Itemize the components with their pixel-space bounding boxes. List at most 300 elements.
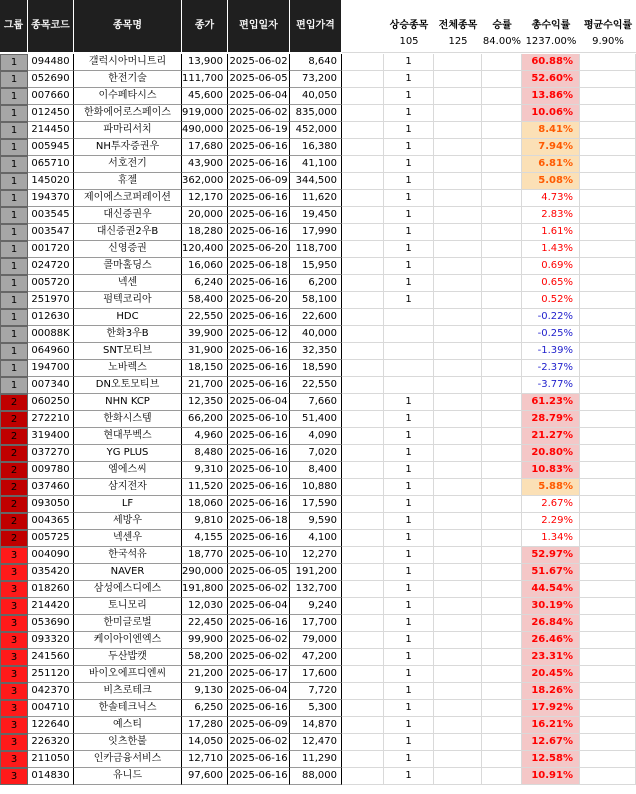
price-cell[interactable]: 6,240 bbox=[182, 275, 228, 292]
blank-cell[interactable] bbox=[580, 751, 636, 768]
code-cell[interactable]: 004365 bbox=[28, 513, 74, 530]
code-cell[interactable]: 122640 bbox=[28, 717, 74, 734]
group-cell[interactable]: 3 bbox=[0, 581, 28, 598]
price-cell[interactable]: 58,200 bbox=[182, 649, 228, 666]
blank-cell[interactable] bbox=[580, 190, 636, 207]
blank-cell[interactable] bbox=[482, 581, 522, 598]
group-cell[interactable]: 1 bbox=[0, 54, 28, 71]
buy-price-cell[interactable]: 41,100 bbox=[290, 156, 342, 173]
blank-cell[interactable] bbox=[482, 377, 522, 394]
code-cell[interactable]: 060250 bbox=[28, 394, 74, 411]
code-cell[interactable]: 211050 bbox=[28, 751, 74, 768]
blank-cell[interactable] bbox=[342, 258, 384, 275]
date-cell[interactable]: 2025-06-02 bbox=[228, 649, 290, 666]
name-cell[interactable]: 휴젤 bbox=[74, 173, 182, 190]
rising-cell[interactable]: 1 bbox=[384, 513, 434, 530]
buy-price-cell[interactable]: 8,640 bbox=[290, 54, 342, 71]
buy-price-cell[interactable]: 79,000 bbox=[290, 632, 342, 649]
price-cell[interactable]: 6,250 bbox=[182, 700, 228, 717]
price-cell[interactable]: 97,600 bbox=[182, 768, 228, 785]
name-cell[interactable]: 대신증권우 bbox=[74, 207, 182, 224]
rising-cell[interactable]: 1 bbox=[384, 428, 434, 445]
date-cell[interactable]: 2025-06-04 bbox=[228, 394, 290, 411]
date-cell[interactable]: 2025-06-10 bbox=[228, 547, 290, 564]
blank-cell[interactable] bbox=[342, 717, 384, 734]
blank-cell[interactable] bbox=[342, 768, 384, 785]
group-cell[interactable]: 3 bbox=[0, 666, 28, 683]
blank-cell[interactable] bbox=[482, 632, 522, 649]
rising-cell[interactable] bbox=[384, 377, 434, 394]
blank-cell[interactable] bbox=[434, 71, 482, 88]
price-cell[interactable]: 45,600 bbox=[182, 88, 228, 105]
return-cell[interactable]: 16.21% bbox=[522, 717, 580, 734]
date-cell[interactable]: 2025-06-19 bbox=[228, 122, 290, 139]
buy-price-cell[interactable]: 132,700 bbox=[290, 581, 342, 598]
group-cell[interactable]: 1 bbox=[0, 207, 28, 224]
blank-cell[interactable] bbox=[482, 275, 522, 292]
name-cell[interactable]: 한국석유 bbox=[74, 547, 182, 564]
code-cell[interactable]: 319400 bbox=[28, 428, 74, 445]
blank-cell[interactable] bbox=[434, 411, 482, 428]
code-cell[interactable]: 251120 bbox=[28, 666, 74, 683]
blank-cell[interactable] bbox=[580, 258, 636, 275]
rising-cell[interactable] bbox=[384, 326, 434, 343]
code-cell[interactable]: 194370 bbox=[28, 190, 74, 207]
group-cell[interactable]: 2 bbox=[0, 411, 28, 428]
return-cell[interactable]: 52.60% bbox=[522, 71, 580, 88]
buy-price-cell[interactable]: 17,990 bbox=[290, 224, 342, 241]
return-cell[interactable]: 0.52% bbox=[522, 292, 580, 309]
date-cell[interactable]: 2025-06-09 bbox=[228, 717, 290, 734]
price-cell[interactable]: 919,000 bbox=[182, 105, 228, 122]
blank-cell[interactable] bbox=[342, 54, 384, 71]
price-cell[interactable]: 20,000 bbox=[182, 207, 228, 224]
blank-cell[interactable] bbox=[434, 275, 482, 292]
code-cell[interactable]: 064960 bbox=[28, 343, 74, 360]
code-cell[interactable]: 00088K bbox=[28, 326, 74, 343]
blank-cell[interactable] bbox=[482, 717, 522, 734]
buy-price-cell[interactable]: 22,600 bbox=[290, 309, 342, 326]
group-cell[interactable]: 1 bbox=[0, 292, 28, 309]
blank-cell[interactable] bbox=[580, 496, 636, 513]
blank-cell[interactable] bbox=[482, 513, 522, 530]
blank-cell[interactable] bbox=[482, 224, 522, 241]
blank-cell[interactable] bbox=[342, 377, 384, 394]
blank-cell[interactable] bbox=[482, 190, 522, 207]
group-cell[interactable]: 1 bbox=[0, 360, 28, 377]
price-cell[interactable]: 13,900 bbox=[182, 54, 228, 71]
name-cell[interactable]: NAVER bbox=[74, 564, 182, 581]
header-date[interactable]: 편입일자 bbox=[228, 0, 290, 52]
price-cell[interactable]: 4,155 bbox=[182, 530, 228, 547]
blank-cell[interactable] bbox=[342, 190, 384, 207]
blank-cell[interactable] bbox=[580, 581, 636, 598]
blank-cell[interactable] bbox=[342, 513, 384, 530]
price-cell[interactable]: 16,060 bbox=[182, 258, 228, 275]
name-cell[interactable]: 삼지전자 bbox=[74, 479, 182, 496]
header-buy-price[interactable]: 편입가격 bbox=[290, 0, 342, 52]
blank-cell[interactable] bbox=[434, 632, 482, 649]
buy-price-cell[interactable]: 344,500 bbox=[290, 173, 342, 190]
name-cell[interactable]: 예스티 bbox=[74, 717, 182, 734]
name-cell[interactable]: 이수페타시스 bbox=[74, 88, 182, 105]
group-cell[interactable]: 2 bbox=[0, 530, 28, 547]
blank-cell[interactable] bbox=[580, 309, 636, 326]
date-cell[interactable]: 2025-06-16 bbox=[228, 496, 290, 513]
return-cell[interactable]: -0.22% bbox=[522, 309, 580, 326]
return-cell[interactable]: 20.45% bbox=[522, 666, 580, 683]
blank-cell[interactable] bbox=[482, 326, 522, 343]
rising-cell[interactable]: 1 bbox=[384, 683, 434, 700]
group-cell[interactable]: 2 bbox=[0, 394, 28, 411]
blank-cell[interactable] bbox=[580, 683, 636, 700]
group-cell[interactable]: 3 bbox=[0, 564, 28, 581]
code-cell[interactable]: 012630 bbox=[28, 309, 74, 326]
header-price[interactable]: 종가 bbox=[182, 0, 228, 52]
blank-cell[interactable] bbox=[482, 751, 522, 768]
buy-price-cell[interactable]: 7,020 bbox=[290, 445, 342, 462]
rising-cell[interactable]: 1 bbox=[384, 700, 434, 717]
price-cell[interactable]: 9,310 bbox=[182, 462, 228, 479]
date-cell[interactable]: 2025-06-16 bbox=[228, 309, 290, 326]
blank-cell[interactable] bbox=[580, 207, 636, 224]
buy-price-cell[interactable]: 15,950 bbox=[290, 258, 342, 275]
date-cell[interactable]: 2025-06-16 bbox=[228, 190, 290, 207]
blank-cell[interactable] bbox=[342, 564, 384, 581]
blank-cell[interactable] bbox=[342, 122, 384, 139]
blank-cell[interactable] bbox=[580, 241, 636, 258]
name-cell[interactable]: 콜마홀딩스 bbox=[74, 258, 182, 275]
date-cell[interactable]: 2025-06-16 bbox=[228, 700, 290, 717]
blank-cell[interactable] bbox=[580, 343, 636, 360]
name-cell[interactable]: 잇츠한불 bbox=[74, 734, 182, 751]
blank-cell[interactable] bbox=[342, 581, 384, 598]
price-cell[interactable]: 21,200 bbox=[182, 666, 228, 683]
rising-cell[interactable]: 1 bbox=[384, 394, 434, 411]
return-cell[interactable]: -0.25% bbox=[522, 326, 580, 343]
code-cell[interactable]: 214420 bbox=[28, 598, 74, 615]
code-cell[interactable]: 004090 bbox=[28, 547, 74, 564]
group-cell[interactable]: 1 bbox=[0, 343, 28, 360]
code-cell[interactable]: 065710 bbox=[28, 156, 74, 173]
return-cell[interactable]: 51.67% bbox=[522, 564, 580, 581]
rising-cell[interactable]: 1 bbox=[384, 615, 434, 632]
blank-cell[interactable] bbox=[434, 479, 482, 496]
group-cell[interactable]: 1 bbox=[0, 309, 28, 326]
return-cell[interactable]: 7.94% bbox=[522, 139, 580, 156]
name-cell[interactable]: 토니모리 bbox=[74, 598, 182, 615]
group-cell[interactable]: 1 bbox=[0, 122, 28, 139]
code-cell[interactable]: 053690 bbox=[28, 615, 74, 632]
return-cell[interactable]: 1.43% bbox=[522, 241, 580, 258]
blank-cell[interactable] bbox=[482, 445, 522, 462]
return-cell[interactable]: 2.67% bbox=[522, 496, 580, 513]
date-cell[interactable]: 2025-06-05 bbox=[228, 564, 290, 581]
blank-cell[interactable] bbox=[342, 394, 384, 411]
date-cell[interactable]: 2025-06-02 bbox=[228, 632, 290, 649]
date-cell[interactable]: 2025-06-20 bbox=[228, 292, 290, 309]
code-cell[interactable]: 145020 bbox=[28, 173, 74, 190]
blank-cell[interactable] bbox=[482, 139, 522, 156]
group-cell[interactable]: 1 bbox=[0, 377, 28, 394]
buy-price-cell[interactable]: 4,100 bbox=[290, 530, 342, 547]
date-cell[interactable]: 2025-06-09 bbox=[228, 173, 290, 190]
return-cell[interactable]: 23.31% bbox=[522, 649, 580, 666]
date-cell[interactable]: 2025-06-04 bbox=[228, 88, 290, 105]
name-cell[interactable]: DN오토모티브 bbox=[74, 377, 182, 394]
blank-cell[interactable] bbox=[434, 598, 482, 615]
blank-cell[interactable] bbox=[342, 139, 384, 156]
blank-cell[interactable] bbox=[342, 88, 384, 105]
blank-cell[interactable] bbox=[342, 173, 384, 190]
blank-cell[interactable] bbox=[434, 122, 482, 139]
blank-cell[interactable] bbox=[580, 649, 636, 666]
buy-price-cell[interactable]: 58,100 bbox=[290, 292, 342, 309]
blank-cell[interactable] bbox=[482, 479, 522, 496]
blank-cell[interactable] bbox=[482, 394, 522, 411]
return-cell[interactable]: 30.19% bbox=[522, 598, 580, 615]
buy-price-cell[interactable]: 7,720 bbox=[290, 683, 342, 700]
blank-cell[interactable] bbox=[342, 496, 384, 513]
price-cell[interactable]: 31,900 bbox=[182, 343, 228, 360]
name-cell[interactable]: 인카금융서비스 bbox=[74, 751, 182, 768]
blank-cell[interactable] bbox=[580, 598, 636, 615]
blank-cell[interactable] bbox=[434, 156, 482, 173]
blank-cell[interactable] bbox=[342, 343, 384, 360]
blank-cell[interactable] bbox=[434, 394, 482, 411]
group-cell[interactable]: 2 bbox=[0, 462, 28, 479]
buy-price-cell[interactable]: 16,380 bbox=[290, 139, 342, 156]
rising-cell[interactable]: 1 bbox=[384, 156, 434, 173]
buy-price-cell[interactable]: 9,240 bbox=[290, 598, 342, 615]
date-cell[interactable]: 2025-06-16 bbox=[228, 377, 290, 394]
buy-price-cell[interactable]: 5,300 bbox=[290, 700, 342, 717]
buy-price-cell[interactable]: 73,200 bbox=[290, 71, 342, 88]
blank-cell[interactable] bbox=[482, 54, 522, 71]
price-cell[interactable]: 111,700 bbox=[182, 71, 228, 88]
blank-cell[interactable] bbox=[434, 377, 482, 394]
rising-cell[interactable]: 1 bbox=[384, 258, 434, 275]
blank-cell[interactable] bbox=[580, 156, 636, 173]
group-cell[interactable]: 2 bbox=[0, 445, 28, 462]
date-cell[interactable]: 2025-06-18 bbox=[228, 258, 290, 275]
price-cell[interactable]: 120,400 bbox=[182, 241, 228, 258]
return-cell[interactable]: 2.83% bbox=[522, 207, 580, 224]
code-cell[interactable]: 194700 bbox=[28, 360, 74, 377]
group-cell[interactable]: 3 bbox=[0, 734, 28, 751]
rising-cell[interactable] bbox=[384, 360, 434, 377]
price-cell[interactable]: 22,450 bbox=[182, 615, 228, 632]
code-cell[interactable]: 018260 bbox=[28, 581, 74, 598]
code-cell[interactable]: 035420 bbox=[28, 564, 74, 581]
return-cell[interactable]: 6.81% bbox=[522, 156, 580, 173]
date-cell[interactable]: 2025-06-16 bbox=[228, 156, 290, 173]
code-cell[interactable]: 007660 bbox=[28, 88, 74, 105]
price-cell[interactable]: 191,800 bbox=[182, 581, 228, 598]
price-cell[interactable]: 362,000 bbox=[182, 173, 228, 190]
name-cell[interactable]: HDC bbox=[74, 309, 182, 326]
rising-cell[interactable]: 1 bbox=[384, 105, 434, 122]
date-cell[interactable]: 2025-06-16 bbox=[228, 360, 290, 377]
blank-cell[interactable] bbox=[342, 530, 384, 547]
blank-cell[interactable] bbox=[580, 632, 636, 649]
blank-cell[interactable] bbox=[580, 224, 636, 241]
buy-price-cell[interactable]: 11,290 bbox=[290, 751, 342, 768]
date-cell[interactable]: 2025-06-16 bbox=[228, 445, 290, 462]
blank-cell[interactable] bbox=[580, 462, 636, 479]
buy-price-cell[interactable]: 12,470 bbox=[290, 734, 342, 751]
rising-cell[interactable]: 1 bbox=[384, 734, 434, 751]
blank-cell[interactable] bbox=[580, 717, 636, 734]
blank-cell[interactable] bbox=[482, 428, 522, 445]
code-cell[interactable]: 003545 bbox=[28, 207, 74, 224]
blank-cell[interactable] bbox=[580, 71, 636, 88]
price-cell[interactable]: 18,060 bbox=[182, 496, 228, 513]
return-cell[interactable]: 8.41% bbox=[522, 122, 580, 139]
blank-cell[interactable] bbox=[580, 394, 636, 411]
name-cell[interactable]: 파마리서치 bbox=[74, 122, 182, 139]
group-cell[interactable]: 2 bbox=[0, 513, 28, 530]
blank-cell[interactable] bbox=[482, 564, 522, 581]
name-cell[interactable]: 신영증권 bbox=[74, 241, 182, 258]
return-cell[interactable]: 44.54% bbox=[522, 581, 580, 598]
blank-cell[interactable] bbox=[580, 411, 636, 428]
buy-price-cell[interactable]: 8,400 bbox=[290, 462, 342, 479]
date-cell[interactable]: 2025-06-10 bbox=[228, 411, 290, 428]
code-cell[interactable]: 093320 bbox=[28, 632, 74, 649]
blank-cell[interactable] bbox=[342, 360, 384, 377]
price-cell[interactable]: 17,680 bbox=[182, 139, 228, 156]
price-cell[interactable]: 9,130 bbox=[182, 683, 228, 700]
return-cell[interactable]: 20.80% bbox=[522, 445, 580, 462]
rising-cell[interactable]: 1 bbox=[384, 445, 434, 462]
date-cell[interactable]: 2025-06-02 bbox=[228, 54, 290, 71]
return-cell[interactable]: 0.65% bbox=[522, 275, 580, 292]
price-cell[interactable]: 17,280 bbox=[182, 717, 228, 734]
blank-cell[interactable] bbox=[434, 54, 482, 71]
rising-cell[interactable]: 1 bbox=[384, 241, 434, 258]
blank-cell[interactable] bbox=[580, 105, 636, 122]
blank-cell[interactable] bbox=[580, 88, 636, 105]
buy-price-cell[interactable]: 47,200 bbox=[290, 649, 342, 666]
blank-cell[interactable] bbox=[482, 734, 522, 751]
buy-price-cell[interactable]: 191,200 bbox=[290, 564, 342, 581]
rising-cell[interactable]: 1 bbox=[384, 54, 434, 71]
blank-cell[interactable] bbox=[342, 156, 384, 173]
buy-price-cell[interactable]: 40,000 bbox=[290, 326, 342, 343]
blank-cell[interactable] bbox=[434, 717, 482, 734]
blank-cell[interactable] bbox=[434, 445, 482, 462]
blank-cell[interactable] bbox=[434, 734, 482, 751]
blank-cell[interactable] bbox=[342, 649, 384, 666]
blank-cell[interactable] bbox=[482, 615, 522, 632]
price-cell[interactable]: 12,030 bbox=[182, 598, 228, 615]
date-cell[interactable]: 2025-06-18 bbox=[228, 513, 290, 530]
rising-cell[interactable]: 1 bbox=[384, 190, 434, 207]
group-cell[interactable]: 3 bbox=[0, 683, 28, 700]
price-cell[interactable]: 12,710 bbox=[182, 751, 228, 768]
group-cell[interactable]: 1 bbox=[0, 156, 28, 173]
buy-price-cell[interactable]: 10,880 bbox=[290, 479, 342, 496]
buy-price-cell[interactable]: 18,590 bbox=[290, 360, 342, 377]
buy-price-cell[interactable]: 11,620 bbox=[290, 190, 342, 207]
rising-cell[interactable]: 1 bbox=[384, 139, 434, 156]
blank-cell[interactable] bbox=[342, 105, 384, 122]
date-cell[interactable]: 2025-06-17 bbox=[228, 666, 290, 683]
code-cell[interactable]: 042370 bbox=[28, 683, 74, 700]
blank-cell[interactable] bbox=[434, 88, 482, 105]
date-cell[interactable]: 2025-06-02 bbox=[228, 734, 290, 751]
return-cell[interactable]: 13.86% bbox=[522, 88, 580, 105]
blank-cell[interactable] bbox=[342, 700, 384, 717]
rising-cell[interactable]: 1 bbox=[384, 717, 434, 734]
code-cell[interactable]: 005945 bbox=[28, 139, 74, 156]
rising-cell[interactable]: 1 bbox=[384, 598, 434, 615]
code-cell[interactable]: 037270 bbox=[28, 445, 74, 462]
blank-cell[interactable] bbox=[580, 564, 636, 581]
rising-cell[interactable]: 1 bbox=[384, 666, 434, 683]
group-cell[interactable]: 3 bbox=[0, 751, 28, 768]
group-cell[interactable]: 1 bbox=[0, 88, 28, 105]
blank-cell[interactable] bbox=[434, 326, 482, 343]
group-cell[interactable]: 3 bbox=[0, 598, 28, 615]
rising-cell[interactable]: 1 bbox=[384, 173, 434, 190]
group-cell[interactable]: 1 bbox=[0, 275, 28, 292]
blank-cell[interactable] bbox=[342, 275, 384, 292]
blank-cell[interactable] bbox=[482, 241, 522, 258]
blank-cell[interactable] bbox=[434, 581, 482, 598]
group-cell[interactable]: 1 bbox=[0, 190, 28, 207]
return-cell[interactable]: 10.83% bbox=[522, 462, 580, 479]
date-cell[interactable]: 2025-06-20 bbox=[228, 241, 290, 258]
blank-cell[interactable] bbox=[434, 428, 482, 445]
blank-cell[interactable] bbox=[580, 173, 636, 190]
header-group[interactable]: 그룹 bbox=[0, 0, 28, 52]
buy-price-cell[interactable]: 12,270 bbox=[290, 547, 342, 564]
blank-cell[interactable] bbox=[580, 530, 636, 547]
blank-cell[interactable] bbox=[342, 734, 384, 751]
price-cell[interactable]: 22,550 bbox=[182, 309, 228, 326]
code-cell[interactable]: 009780 bbox=[28, 462, 74, 479]
blank-cell[interactable] bbox=[580, 428, 636, 445]
buy-price-cell[interactable]: 6,200 bbox=[290, 275, 342, 292]
date-cell[interactable]: 2025-06-02 bbox=[228, 581, 290, 598]
blank-cell[interactable] bbox=[482, 207, 522, 224]
blank-cell[interactable] bbox=[434, 768, 482, 785]
blank-cell[interactable] bbox=[434, 649, 482, 666]
price-cell[interactable]: 9,810 bbox=[182, 513, 228, 530]
rising-cell[interactable]: 1 bbox=[384, 224, 434, 241]
date-cell[interactable]: 2025-06-16 bbox=[228, 615, 290, 632]
return-cell[interactable]: 5.08% bbox=[522, 173, 580, 190]
blank-cell[interactable] bbox=[434, 224, 482, 241]
return-cell[interactable]: 1.34% bbox=[522, 530, 580, 547]
price-cell[interactable]: 12,350 bbox=[182, 394, 228, 411]
buy-price-cell[interactable]: 17,600 bbox=[290, 666, 342, 683]
code-cell[interactable]: 001720 bbox=[28, 241, 74, 258]
price-cell[interactable]: 14,050 bbox=[182, 734, 228, 751]
name-cell[interactable]: 유니드 bbox=[74, 768, 182, 785]
code-cell[interactable]: 272210 bbox=[28, 411, 74, 428]
code-cell[interactable]: 005720 bbox=[28, 275, 74, 292]
blank-cell[interactable] bbox=[580, 479, 636, 496]
rising-cell[interactable]: 1 bbox=[384, 462, 434, 479]
date-cell[interactable]: 2025-06-02 bbox=[228, 105, 290, 122]
buy-price-cell[interactable]: 17,590 bbox=[290, 496, 342, 513]
blank-cell[interactable] bbox=[482, 360, 522, 377]
blank-cell[interactable] bbox=[482, 122, 522, 139]
blank-cell[interactable] bbox=[482, 768, 522, 785]
